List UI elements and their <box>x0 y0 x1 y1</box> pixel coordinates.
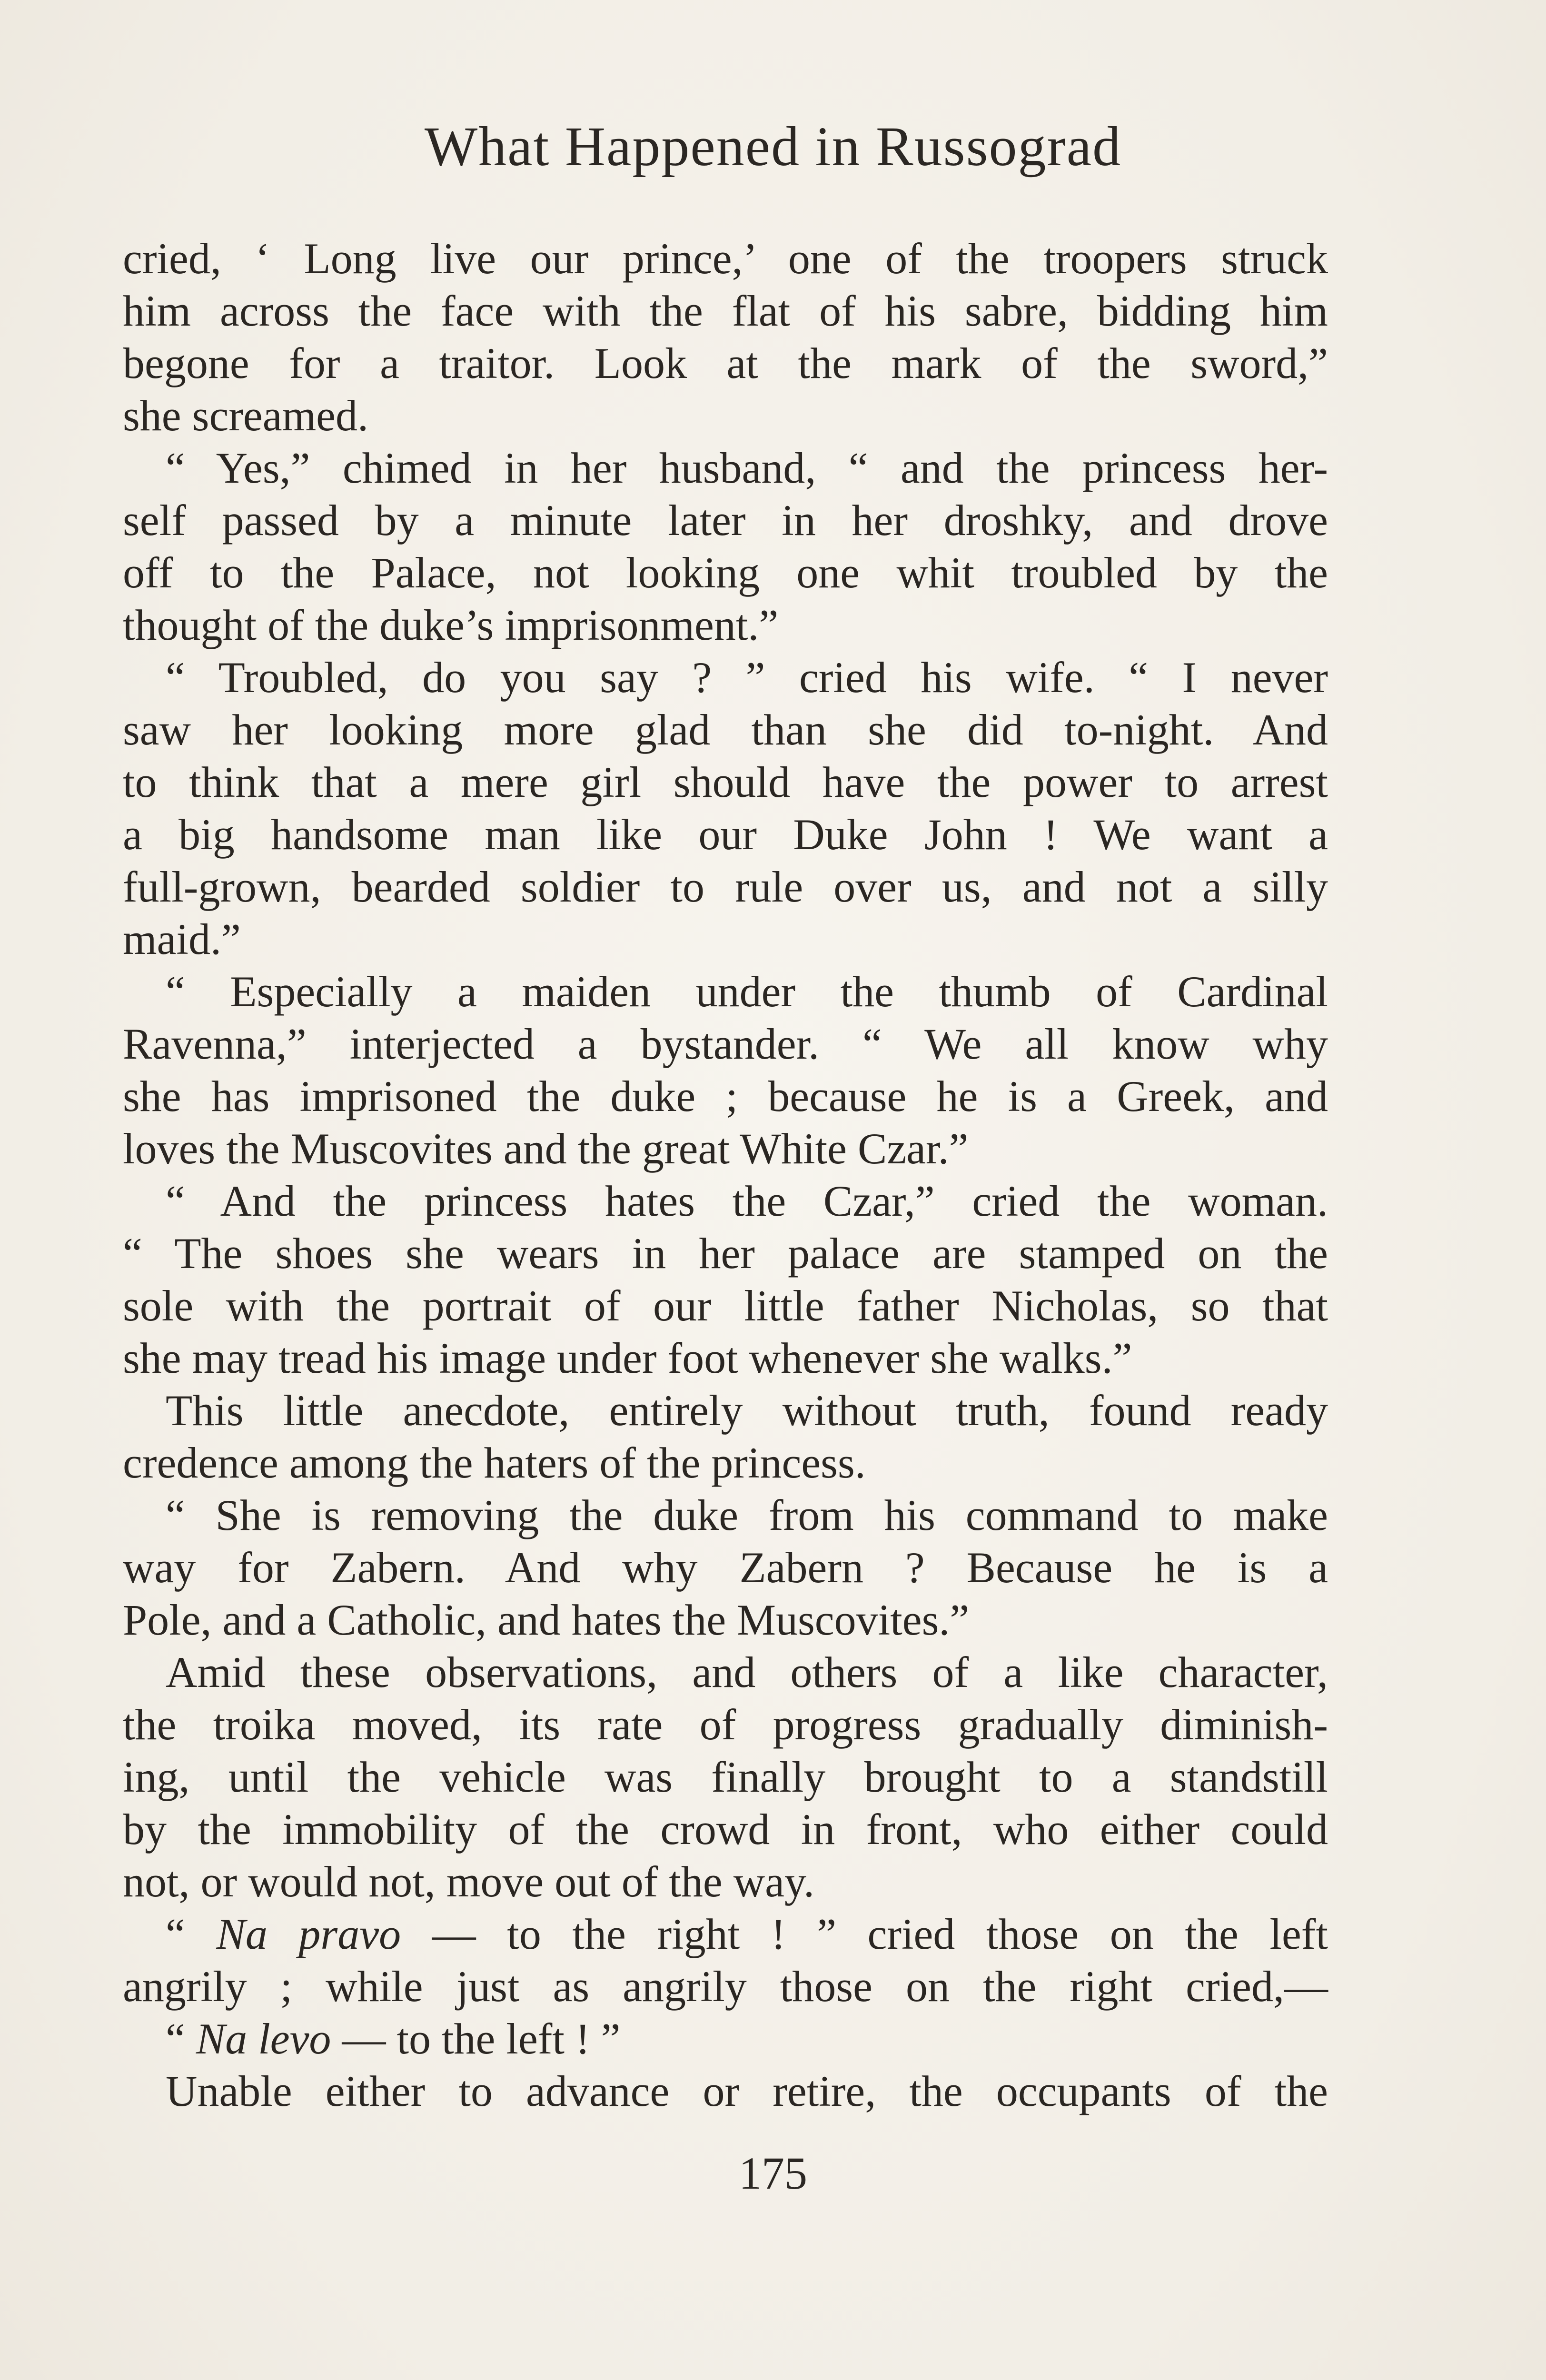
text-line: Ravenna,” interjected a bystander. “ We all know why <box>123 1020 1328 1068</box>
text-line: cried, ‘ Long live our prince,’ one of the troopers struck <box>123 234 1328 283</box>
text-line: “ Troubled, do you say ? ” cried his wife. “ I never <box>166 653 1328 702</box>
text-line: “ Especially a maiden under the thumb of Cardinal <box>166 967 1328 1016</box>
text-line: “ The shoes she wears in her palace are stamped on the <box>123 1229 1328 1278</box>
italic-phrase: Na levo <box>196 2014 331 2063</box>
text-line: begone for a traitor. Look at the mark of the sword,” <box>123 339 1328 387</box>
text-line: credence among the haters of the princess. <box>123 1438 866 1487</box>
body-text <box>123 232 1328 2117</box>
text-line: not, or would not, move out of the way. <box>123 1857 815 1906</box>
text-line: him across the face with the flat of his sabre, bidding him <box>123 287 1328 335</box>
text-line: a big handsome man like our Duke John ! We want a <box>123 810 1328 859</box>
text-line: she may tread his image under foot whenever she walks.” <box>123 1334 1132 1382</box>
text-line: to think that a mere girl should have the power to arrest <box>123 758 1328 806</box>
text-line: way for Zabern. And why Zabern ? Because he is a <box>123 1543 1328 1592</box>
running-title: What Happened in Russograd <box>424 115 1122 178</box>
text-line: angrily ; while just as angrily those on the right cried,— <box>123 1962 1328 2011</box>
text-line: This little anecdote, entirely without truth, found ready <box>166 1386 1328 1435</box>
text-line: full-grown, bearded soldier to rule over us, and not a silly <box>123 863 1328 911</box>
text-line: Pole, and a Catholic, and hates the Muscovites.” <box>123 1596 970 1644</box>
text-line: “ Yes,” chimed in her husband, “ and the princess her- <box>166 444 1328 492</box>
text-line: off to the Palace, not looking one whit troubled by the <box>123 548 1328 597</box>
text-line: saw her looking more glad than she did to-night. And <box>123 705 1328 754</box>
text-line: sole with the portrait of our little father Nicholas, so that <box>123 1281 1328 1330</box>
text-line: maid.” <box>123 915 241 963</box>
text-line: “ Na pravo — to the right ! ” cried those on the left <box>166 1910 1328 1958</box>
text-line: “ And the princess hates the Czar,” cried the woman. <box>166 1177 1328 1225</box>
text-line: the troika moved, its rate of progress gradually diminish- <box>123 1700 1328 1749</box>
text-line: Amid these observations, and others of a like character, <box>166 1648 1328 1696</box>
text-line: self passed by a minute later in her droshky, and drove <box>123 496 1328 545</box>
text-line: loves the Muscovites and the great White Czar.” <box>123 1124 969 1173</box>
text-line: ing, until the vehicle was finally brought to a standstill <box>123 1753 1328 1801</box>
text-line: she screamed. <box>123 391 368 440</box>
text-line: she has imprisoned the duke ; because he is a Greek, and <box>123 1072 1328 1121</box>
text-line: “ She is removing the duke from his command to make <box>166 1491 1328 1539</box>
italic-phrase: Na pravo <box>216 1910 401 1958</box>
text-line: thought of the duke’s imprisonment.” <box>123 601 779 649</box>
text-line: by the immobility of the crowd in front, who either could <box>123 1805 1328 1854</box>
page-number: 175 <box>739 2148 807 2199</box>
text-line: “ Na levo — to the left ! ” <box>166 2014 621 2063</box>
text-line: Unable either to advance or retire, the occupants of the <box>166 2067 1328 2115</box>
